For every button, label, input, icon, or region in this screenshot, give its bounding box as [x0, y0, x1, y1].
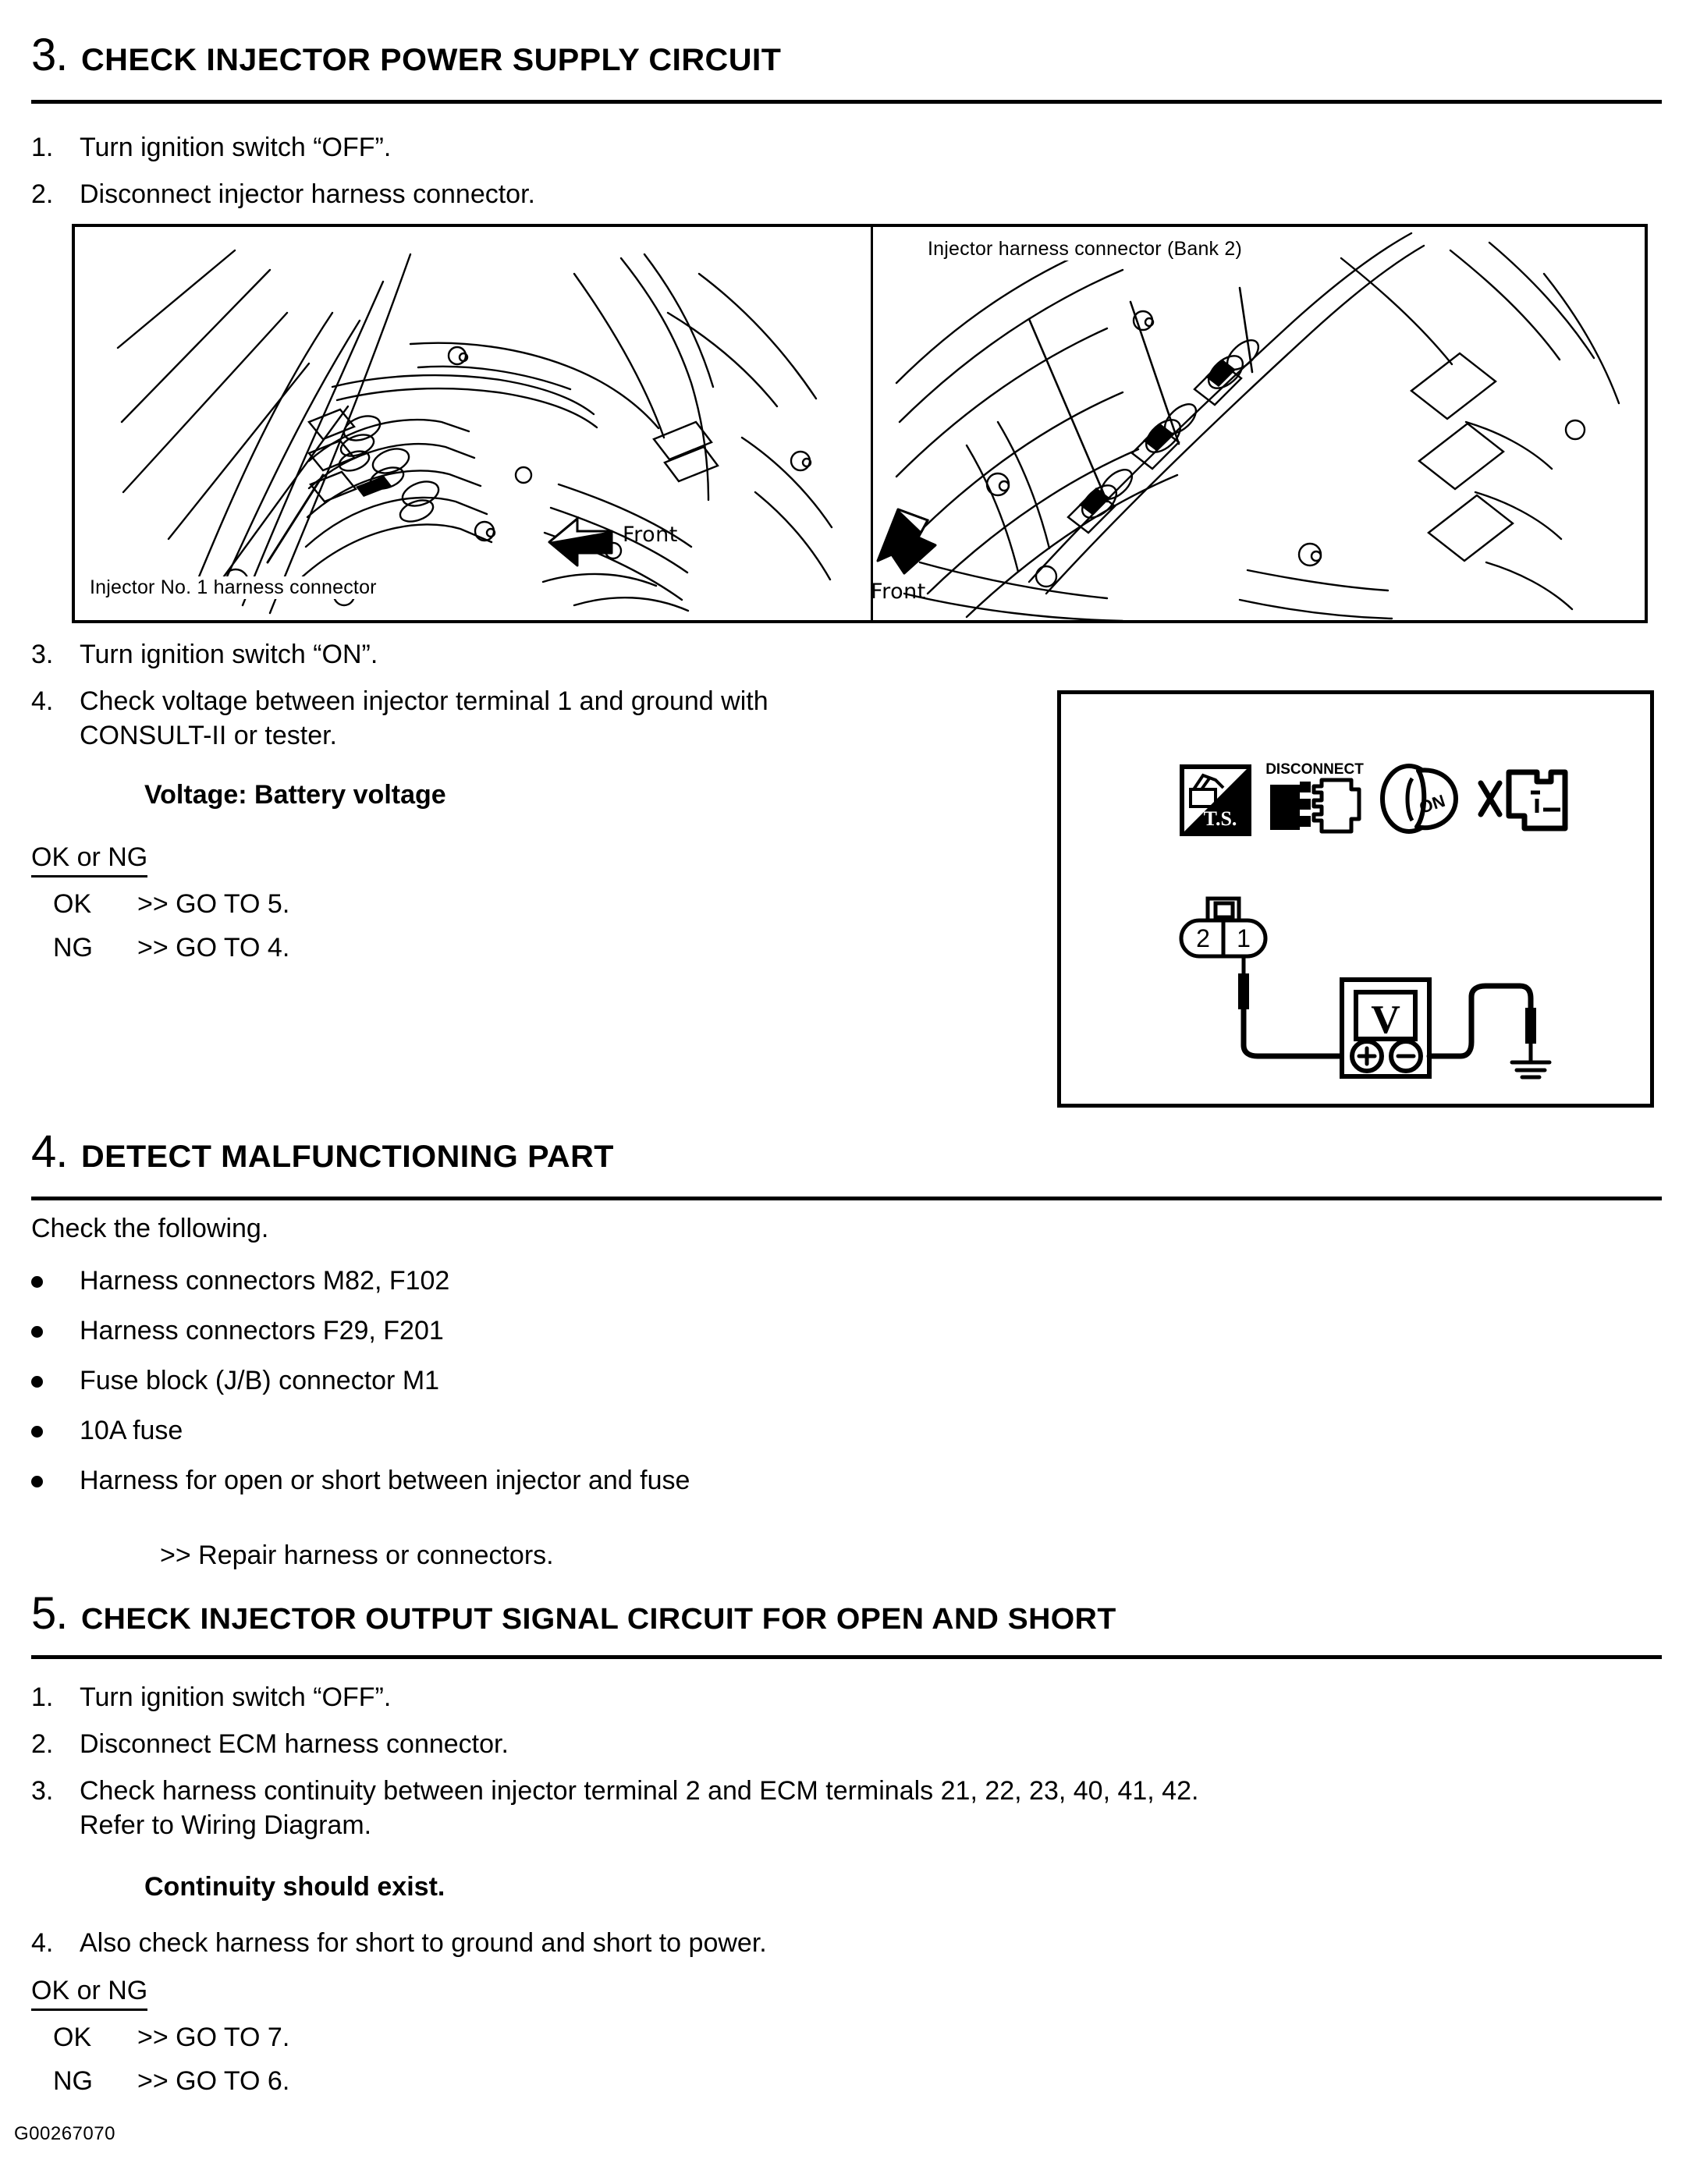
section-3-heading	[31, 30, 1662, 80]
connector-pin-1-label: 1	[1237, 924, 1251, 952]
bullet-text: Harness connectors M82, F102	[80, 1266, 450, 1296]
section-3-okng-heading: OK or NG	[31, 842, 147, 878]
section-5-okng-heading: OK or NG	[31, 1976, 147, 2011]
disconnect-icon	[1265, 758, 1364, 836]
step-number: 4.	[31, 1928, 54, 1958]
ignition-on-icon	[1378, 761, 1462, 836]
disconnect-label: DISCONNECT	[1265, 761, 1364, 778]
section-5-spec: Continuity should exist.	[144, 1872, 445, 1902]
front-label-left: Front	[623, 523, 678, 547]
section-4-intro: Check the following.	[31, 1214, 269, 1243]
okng-value: >> GO TO 5.	[137, 889, 290, 919]
voltage-measurement-diagram	[1057, 690, 1654, 1108]
step-text: Turn ignition switch “OFF”.	[80, 1682, 392, 1712]
step-text-line-1: Check voltage between injector terminal 1 and ground with	[80, 686, 768, 716]
engine-bay-line-art-right	[873, 227, 1645, 621]
step-text-line-2: CONSULT-II or tester.	[80, 720, 338, 750]
injector-location-illustration	[72, 224, 1648, 623]
bullet-marker	[31, 1272, 80, 1292]
section-4-title: DETECT MALFUNCTIONING PART	[81, 1140, 615, 1174]
okng-key: OK	[53, 2023, 92, 2052]
okng-value: >> GO TO 6.	[137, 2066, 290, 2096]
step-text: Turn ignition switch “ON”.	[80, 640, 378, 669]
bullet-marker	[31, 1472, 80, 1492]
step-text: Turn ignition switch “OFF”.	[80, 133, 392, 162]
bullet-text: Harness connectors F29, F201	[80, 1316, 444, 1346]
step-text	[80, 685, 1039, 753]
section-3-step-4	[31, 685, 1038, 753]
section-4-bullet-3	[31, 1366, 1123, 1396]
ts-tool-icon	[1180, 764, 1251, 836]
section-3-number: 3.	[31, 30, 68, 80]
section-3-rule	[31, 100, 1662, 104]
section-5-step-1	[31, 1681, 1123, 1715]
section-5-step-2	[31, 1728, 1123, 1762]
front-arrow-icon-left	[543, 514, 618, 576]
probe-tip-negative	[1525, 1008, 1536, 1044]
section-3-step-2	[31, 178, 1123, 212]
section-4-bullet-2	[31, 1316, 1123, 1346]
section-5-heading	[31, 1588, 1662, 1639]
left-panel-caption: Injector No. 1 harness connector	[87, 576, 379, 599]
connector-meter-schematic	[1155, 895, 1592, 1090]
voltmeter-label: V	[1371, 998, 1400, 1042]
step-text-line-2: Refer to Wiring Diagram.	[80, 1810, 372, 1840]
section-4-action: >> Repair harness or connectors.	[160, 1540, 554, 1570]
step-number: 2.	[31, 179, 54, 209]
section-4-number: 4.	[31, 1126, 68, 1177]
step-number: 1.	[31, 1682, 54, 1712]
bullet-text: 10A fuse	[80, 1416, 183, 1445]
bullet-marker	[31, 1322, 80, 1342]
section-4-bullet-4	[31, 1416, 1123, 1446]
step-number: 1.	[31, 133, 54, 162]
section-4-heading	[31, 1126, 1662, 1177]
section-3-step-1	[31, 131, 1123, 165]
right-panel-caption: Injector harness connector (Bank 2)	[925, 238, 1244, 261]
step-text: Disconnect injector harness connector.	[80, 179, 535, 209]
section-5-okng-ng	[53, 2066, 521, 2097]
section-5-okng-ok	[53, 2023, 521, 2053]
okng-value: >> GO TO 7.	[137, 2023, 290, 2052]
bullet-marker	[31, 1372, 80, 1392]
step-number: 3.	[31, 640, 54, 669]
okng-key: NG	[53, 2066, 93, 2096]
bullet-text: Fuse block (J/B) connector M1	[80, 1366, 440, 1395]
connector-pin-2-label: 2	[1196, 924, 1210, 952]
section-4-rule	[31, 1197, 1662, 1200]
step-text: Disconnect ECM harness connector.	[80, 1729, 509, 1759]
step-number: 4.	[31, 686, 54, 716]
section-4-bullet-5	[31, 1466, 1201, 1496]
front-arrow-icon-right	[875, 506, 942, 578]
okng-key: OK	[53, 889, 92, 919]
section-3-okng-ok	[53, 889, 521, 920]
step-text-line-1: Check harness continuity between injector terminal 2 and ECM terminals 21, 22, 23, 40, 41, 42.	[80, 1776, 1199, 1806]
section-5-step-3	[31, 1774, 1646, 1842]
engine-off-icon	[1476, 761, 1570, 836]
front-label-right: Front	[871, 580, 926, 604]
step-text: Also check harness for short to ground and short to power.	[80, 1928, 767, 1958]
ignition-on-label: ON	[1417, 790, 1448, 817]
section-3-title: CHECK INJECTOR POWER SUPPLY CIRCUIT	[81, 43, 782, 77]
section-5-title: CHECK INJECTOR OUTPUT SIGNAL CIRCUIT FOR OPEN AND SHORT	[81, 1603, 1117, 1636]
bullet-text: Harness for open or short between injector and fuse	[80, 1466, 690, 1495]
bullet-marker	[31, 1422, 80, 1442]
section-3-spec: Voltage: Battery voltage	[144, 780, 446, 810]
step-text	[80, 1774, 1646, 1842]
step-number: 2.	[31, 1729, 54, 1759]
engine-bay-line-art-left	[75, 227, 871, 621]
section-5-rule	[31, 1655, 1662, 1659]
probe-tip-positive	[1238, 973, 1249, 1009]
section-5-step-4	[31, 1927, 1280, 1961]
okng-value: >> GO TO 4.	[137, 933, 290, 963]
okng-key: NG	[53, 933, 93, 963]
section-3-okng-ng	[53, 933, 521, 963]
section-4-bullet-1	[31, 1266, 1123, 1296]
step-number: 3.	[31, 1776, 54, 1806]
section-5-number: 5.	[31, 1588, 68, 1639]
footer-document-code: G00267070	[14, 2123, 115, 2144]
ts-tool-label: T.S.	[1203, 807, 1237, 830]
diagram-icon-row	[1180, 758, 1570, 836]
section-3-step-3	[31, 638, 1045, 672]
